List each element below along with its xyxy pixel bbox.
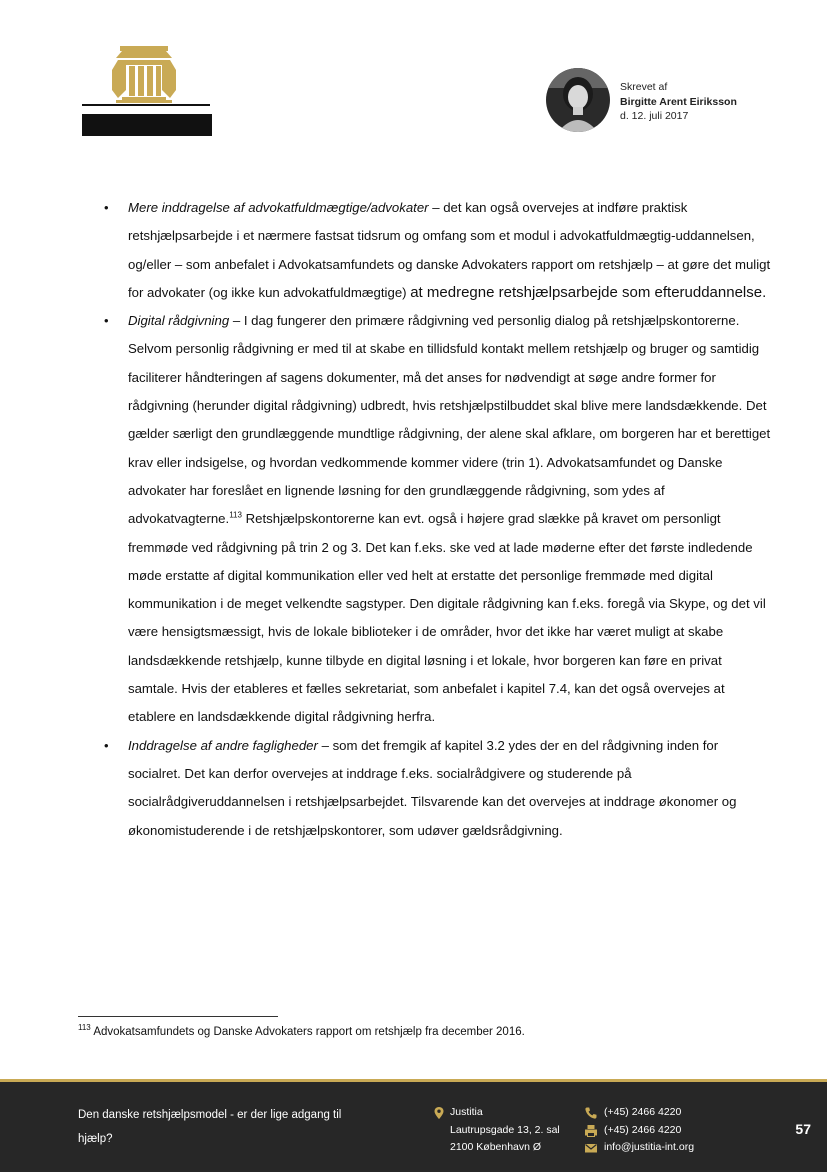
author-block xyxy=(546,68,737,132)
author-name: Birgitte Arent Eiriksson xyxy=(620,95,737,108)
footer-email[interactable]: info@justitia-int.org xyxy=(604,1141,695,1153)
footnote-divider xyxy=(78,1016,278,1017)
bullet-lead: Mere inddragelse af advokatfuldmægtige/advokater xyxy=(128,200,429,215)
footer-fax: (+45) 2466 4220 xyxy=(604,1123,682,1136)
location-pin-icon xyxy=(432,1106,446,1120)
bullet-icon: • xyxy=(104,200,109,215)
list-item xyxy=(100,732,772,845)
footnote xyxy=(78,1023,778,1038)
fax-icon xyxy=(584,1124,598,1138)
author-avatar xyxy=(546,68,610,132)
footer-street: Lautrupsgade 13, 2. sal xyxy=(450,1123,560,1136)
footnote-ref[interactable]: 113 xyxy=(229,510,242,520)
bullet-lead: Inddragelse af andre fagligheder xyxy=(128,737,318,753)
list-item xyxy=(100,307,772,731)
pillar-building-icon xyxy=(112,46,176,103)
footer-org: Justitia xyxy=(450,1106,483,1118)
footer-address xyxy=(432,1104,560,1157)
footer-contact xyxy=(584,1104,694,1157)
bullet-text: – som det fremgik af kapitel 3.2 ydes der en del rådgivning inden for socialret. Det kan derfor overvejes at inddrage f.eks. socialrådgivere og studerende på socialrådgiveruddannelsen i retshjælpsarbejdet. Tilsvarende kan det overvejes at inddrage økonomer og økonomistuderende i de retshjælpskontorer, som udøver gældsrådgivning. xyxy=(128,737,737,838)
bullet-text-large: at medregne retshjælpsarbejde som efteruddannelse. xyxy=(410,283,767,301)
author-written-by: Skrevet af xyxy=(620,81,668,93)
author-date: d. 12. juli 2017 xyxy=(620,110,689,122)
footnote-number: 113 xyxy=(78,1023,91,1033)
bullet-lead: Digital rådgivning xyxy=(128,313,230,329)
footnote-text: Advokatsamfundets og Danske Advokaters rapport om retshjælp fra december 2016. xyxy=(90,1026,525,1038)
bullet-icon: • xyxy=(104,313,109,329)
phone-icon xyxy=(584,1106,598,1120)
footer-city: 2100 København Ø xyxy=(450,1141,542,1153)
bullet-icon: • xyxy=(104,737,109,753)
footer-title: Den danske retshjælpsmodel - er der lige adgang til hjælp? xyxy=(78,1109,342,1145)
footer-phone[interactable]: (+45) 2466 4220 xyxy=(604,1106,682,1118)
bullet-text: – I dag fungerer den primære rådgivning ved personlig dialog på retshjælpskontorerne. Selvom personlig rådgivning er med til at skabe en tillidsfuld kontakt mellem retshjælp og bruger og samtidig faciliterer håndteringen af sagens dokumenter, må det anses for nødvendigt at søge andre former for rådgivning (herunder digital rådgivning) udbredt, hvis retshjælpstilbuddet skal blive mere landsdækkende. Det gælder særligt den grundlæggende mundtlige rådgivning, der alene skal afklare, om borgeren har et berettiget krav eller indsigelse, og hvordan vedkommende kommer videre (trin 1). Advokatsamfundet og Danske advokater har foreslået en lignende løsning for den grundlæggende rådgivning, som ydes af advokatvagterne. xyxy=(128,313,771,527)
main-content xyxy=(100,194,772,845)
page-number: 57 xyxy=(795,1121,811,1137)
list-item xyxy=(100,194,772,307)
bullet-text-continued: Retshjælpskontorerne kan evt. også i højere grad slække på kravet om personligt fremmøde ved rådgivning på trin 2 og 3. Det kan f.eks. ske ved at lade møderne efter det første indledende møde erstatte af digital kommunikation eller ved helt at erstatte det personlige fremmøde med digital kommunikation i de meget velkendte sagstyper. Den digitale rådgivning kan f.eks. foregå via Skype, og det vil være hensigtsmæssigt, hvis de lokale biblioteker i de områder, hvor det ikke har været muligt at skabe landsdækkende retshjælp, kunne tilbyde en digital løsning i et lokale, hvor borgeren kan føre en privat samtale. Hvis der etableres et fælles sekretariat, som anbefalet i kapitel 7.4, kan det også overvejes at etablere en landsdækkende digital rådgivning herfra. xyxy=(128,511,766,725)
justitia-logo xyxy=(82,44,212,136)
email-icon xyxy=(584,1141,598,1155)
page-footer xyxy=(0,1079,827,1172)
bullet-text: – det kan også overvejes at indføre praktisk retshjælpsarbejde i et nærmere fastsat tidsrum og omfang som et modul i advokatfuldmægtig-uddannelsen, og/eller – som anbefalet i Advokatsamfundets og danske Advokaters rapport om retshjælp – at gøre det muligt for advokater (og ikke kun advokatfuldmægtige) xyxy=(128,200,771,300)
